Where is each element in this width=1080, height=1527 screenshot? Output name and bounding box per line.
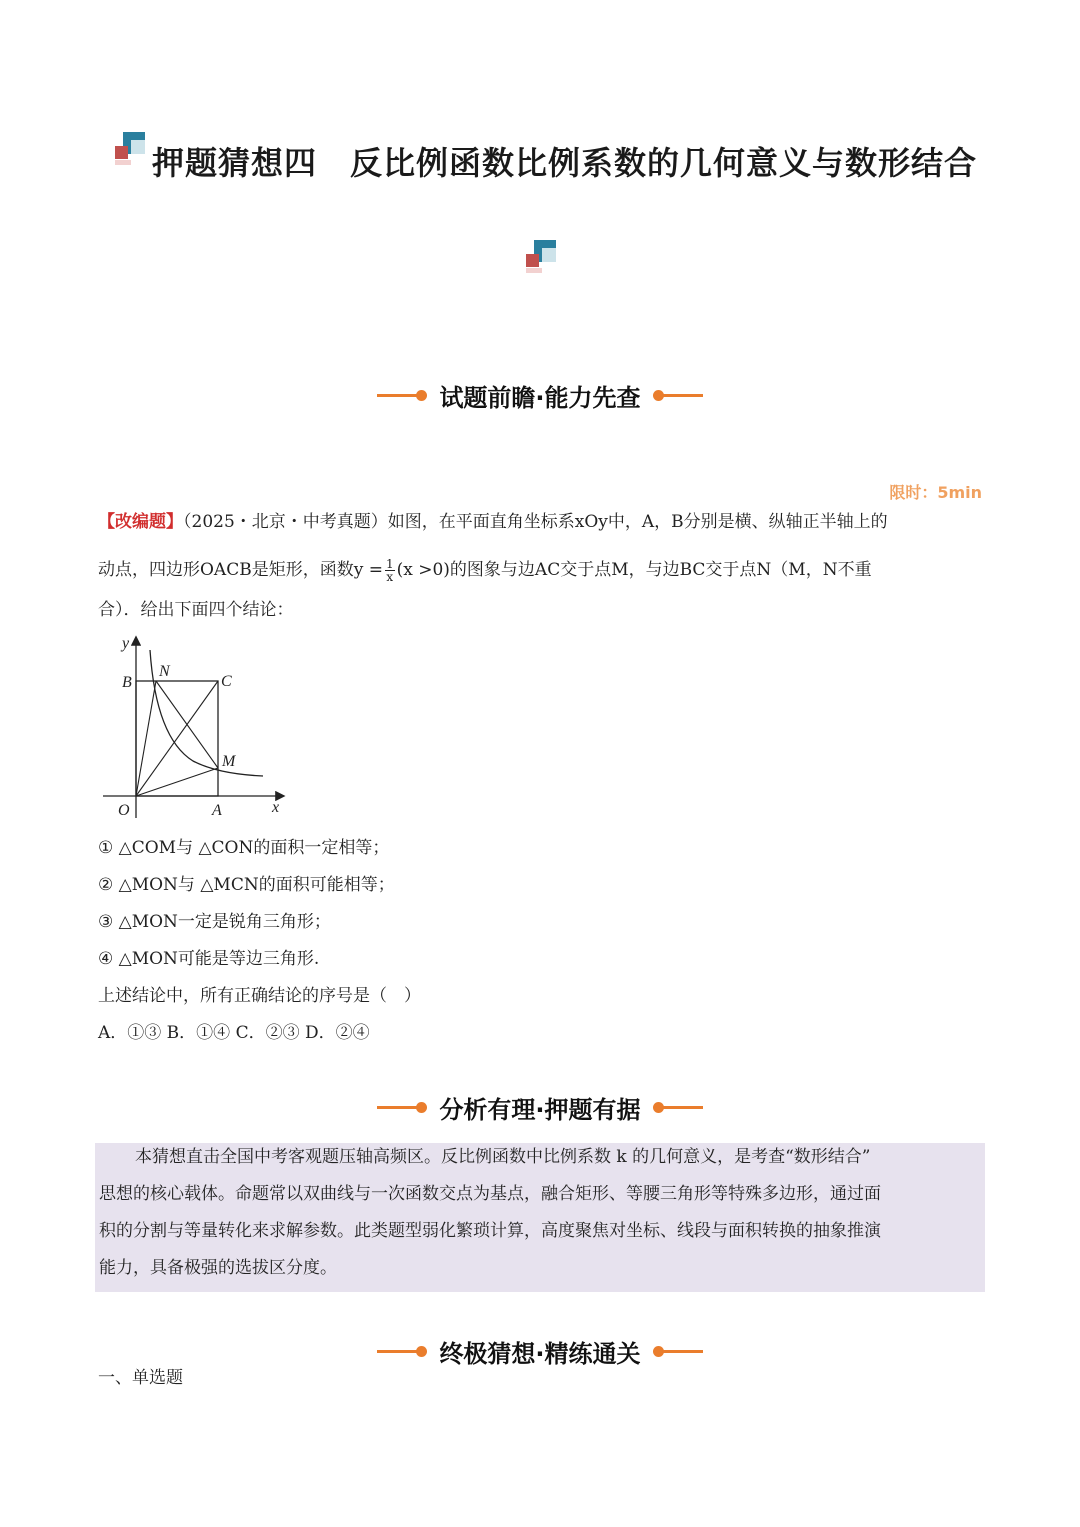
conclusion-1: ① △COM与 △CON的面积一定相等； <box>98 838 390 858</box>
segment-oc <box>136 681 218 796</box>
question-prompt: 上述结论中，所有正确结论的序号是（ ） <box>98 986 421 1006</box>
question-line-3: 合）．给出下面四个结论： <box>98 600 294 620</box>
answer-options: A．①③ B．①④ C．②③ D．②④ <box>98 1023 370 1043</box>
label-x: x <box>272 799 280 816</box>
label-o: O <box>118 802 130 819</box>
subheading-single-choice: 一、单选题 <box>98 1368 183 1388</box>
fraction-1-over-x: $\frac{1}{x}$ <box>385 557 394 584</box>
label-b: B <box>122 674 132 691</box>
label-m: M <box>222 753 236 770</box>
analysis-box <box>95 1143 985 1292</box>
section-heading-final: 终极猜想·精练通关 <box>0 1334 1080 1369</box>
title-decoration-icon <box>115 132 145 162</box>
question-tag: 【改编题】 <box>98 512 183 532</box>
analysis-line-4: 能力，具备极强的选拔区分度。 <box>99 1258 337 1278</box>
question-line-1: 【改编题】（2025・北京・中考真题）如图，在平面直角坐标系xOy中，A，B分别是横、纵轴正半轴上的 <box>98 512 888 532</box>
label-y: y <box>122 635 130 652</box>
conclusion-3: ③ △MON一定是锐角三角形； <box>98 912 331 932</box>
label-n: N <box>159 663 170 680</box>
segment-om <box>136 768 218 796</box>
analysis-line-2: 思想的核心载体。命题常以双曲线与一次函数交点为基点，融合矩形、等腰三角形等特殊多边形，通过面 <box>99 1184 881 1204</box>
section-heading-analysis: 分析有理·押题有据 <box>0 1090 1080 1125</box>
label-a: A <box>212 802 222 819</box>
geometry-figure <box>98 628 298 823</box>
conclusion-2: ② △MON与 △MCN的面积可能相等； <box>98 875 395 895</box>
page-title: 押题猜想四 反比例函数比例系数的几何意义与数形结合 <box>152 144 978 182</box>
segment-on <box>136 681 156 796</box>
section-heading-preview: 试题前瞻·能力先查 <box>0 378 1080 413</box>
analysis-line-3: 积的分割与等量转化来求解参数。此类题型弱化繁琐计算，高度聚焦对坐标、线段与面积转换的抽象推演 <box>99 1221 881 1241</box>
conclusion-4: ④ △MON可能是等边三角形. <box>98 949 320 969</box>
analysis-line-1: 本猜想直击全国中考客观题压轴高频区。反比例函数中比例系数 k 的几何意义，是考查“数形结合” <box>135 1147 871 1167</box>
question-line-2: 动点，四边形OACB是矩形，函数y = $\frac{1}{x}$ (x >0)的图象与边AC交于点M，与边BC交于点N（M，N不重 <box>98 557 872 584</box>
label-c: C <box>221 673 232 690</box>
time-limit-label: 限时：5min <box>889 483 982 502</box>
center-decoration-icon <box>526 240 556 270</box>
